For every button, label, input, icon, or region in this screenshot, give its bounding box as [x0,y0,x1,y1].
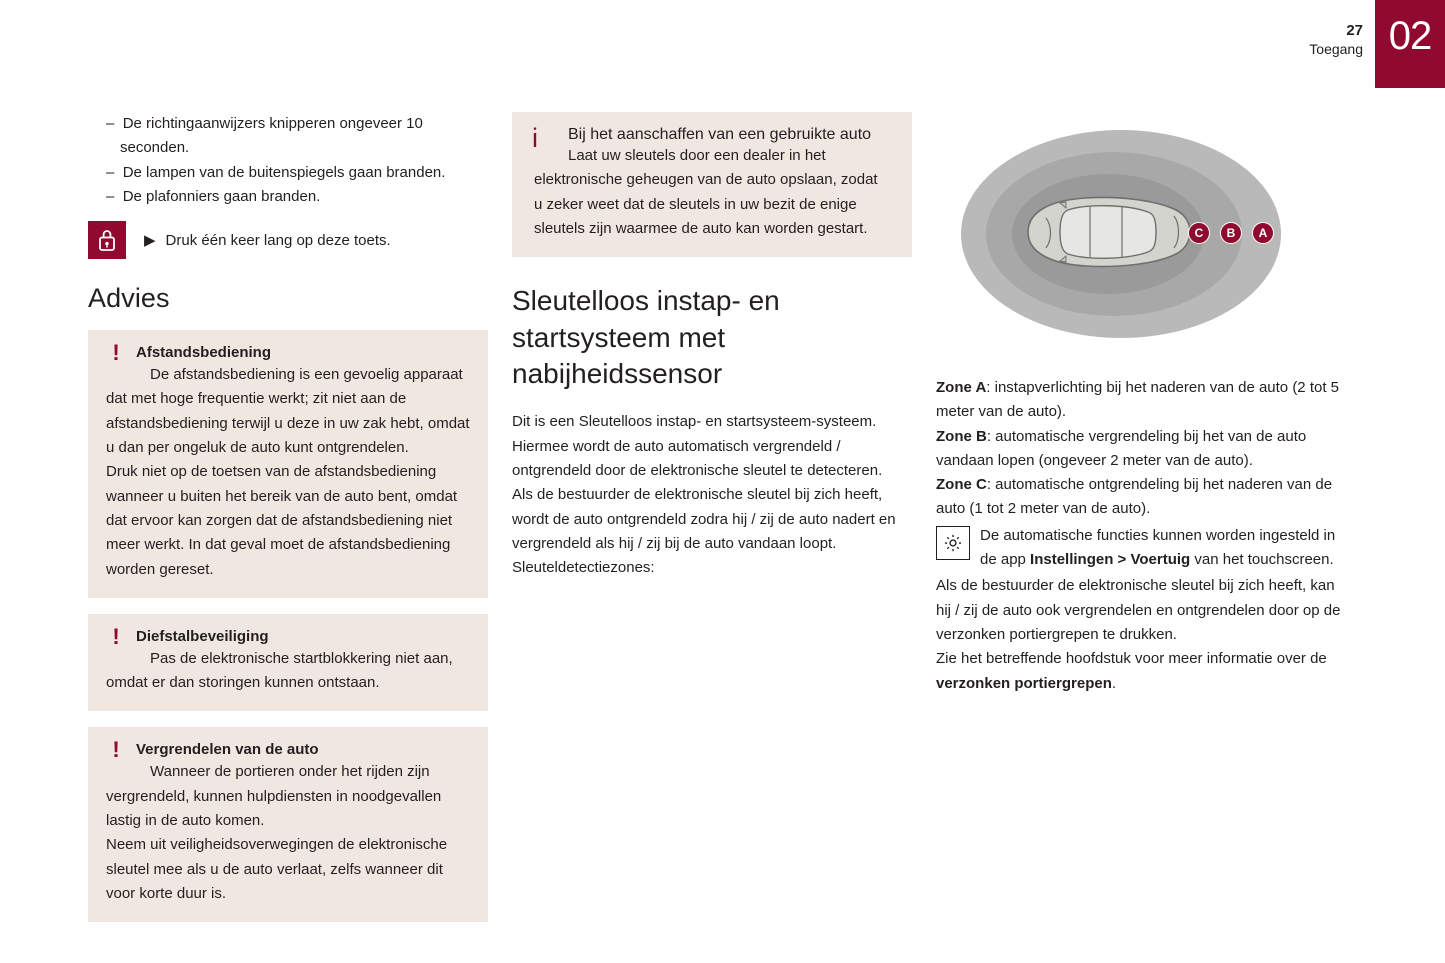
note-paragraph: Pas de elektronische startblokkering niet aan, omdat er dan storingen kunnen ontstaan. [106,649,453,692]
list-item: – De richtingaanwijzers knipperen ongeveer 10 seconden. [106,115,423,157]
dash-list [88,112,488,209]
note-box-gebruikte-auto [512,112,912,257]
list-item: – De lampen van de buitenspiegels gaan branden. [106,163,446,181]
arrow-right-icon: ▶ [144,232,156,250]
note-content [106,344,470,361]
list-item-label: De richtingaanwijzers knipperen ongeveer 10 seconden. [120,115,423,157]
paragraph: Als de bestuurder de elektronische sleutel bij zich heeft, wordt de auto ontgrendeld zodra hij / zij de auto nadert en vergrendeld als hij / zij bij de auto vandaan loopt. [512,486,896,552]
column-right [936,112,1346,696]
zone-label-b: B [1220,222,1242,244]
zone-b-description [936,425,1346,474]
reference-paragraph [936,647,1346,696]
zone-b-text: : automatische vergrendeling bij het van de auto vandaan lopen (ongeveer 2 meter van de auto). [936,427,1307,469]
note-body [106,760,470,906]
list-item: – De plafonniers gaan branden. [106,187,321,205]
note-paragraph: Laat uw sleutels door een dealer in het elektronische geheugen van de auto opslaan, zodat u zeker weet dat de sleutels in uw bezit de enige sleutels zijn waarmee de auto kan worden gestart. [534,147,878,237]
note-content [106,628,470,645]
chapter-tab [1375,0,1445,88]
note-box-diefstalbeveiliging [88,614,488,712]
paragraph: Hiermee wordt de auto automatisch vergrendeld / ontgrendeld door de elektronische sleutel te detecteren. [512,437,883,479]
settings-note [936,524,1346,573]
page-header-meta [1309,22,1363,58]
zone-c-text: : automatische ontgrendeling bij het naderen van de auto (1 tot 2 meter van de auto). [936,476,1333,518]
note-paragraph: Wanneer de portieren onder het rijden zijn vergrendeld, kunnen hulpdiensten in noodgevallen lastig in de auto komen. [106,763,442,830]
note-box-afstandsbediening [88,330,488,598]
zone-a-label: Zone A [936,379,987,396]
car-proximity-zones-diagram [936,112,1346,362]
note-paragraph: Druk niet op de toetsen van de afstandsbediening wanneer u buiten het bereik van de auto bent, omdat dat ervoor kan zorgen dat de afstandsbediening niet meer werkt. In dat geval moet de afstandsbediening worden gereset. [106,463,458,578]
note-paragraph: De afstandsbediening is een gevoelig apparaat dat met hoge frequentie werkt; zit niet aan de afstandsbediening terwijl u deze in uw zak hebt, omdat u dan per ongeluk de auto kunt ontgrendelen. [106,366,470,457]
paragraph: Sleuteldetectiezones: [512,559,655,577]
lock-badge-icon [88,221,126,259]
note-title: Vergrendelen van de auto [136,741,319,759]
note-box-vergrendelen [88,727,488,922]
note-content [106,741,470,758]
zone-label-c: C [1188,222,1210,244]
column-left [88,112,488,938]
keyless-description [512,410,912,580]
settings-note-text [980,524,1346,573]
chapter-number: 02 [1388,14,1432,58]
settings-note-before: De automatische functies kunnen worden ingesteld in de app [980,526,1336,569]
chapter-title: Toegang [1309,40,1363,57]
exclamation-icon: ! [112,340,120,366]
settings-path: Instellingen > Voertuig [1030,551,1191,569]
gear-icon [936,526,970,560]
reference-bold: verzonken portiergrepen [936,674,1112,692]
zone-a-description [936,376,1346,425]
note-title: Diefstalbeveiliging [136,627,269,645]
zones-svg [936,112,1346,362]
zone-a-text: : instapverlichting bij het naderen van de auto (2 tot 5 meter van de auto). [936,379,1340,421]
note-paragraph: Neem uit veiligheidsoverwegingen de elektronische sleutel mee als u de auto verlaat, zelfs wanneer dit voor korte duur is. [106,836,448,902]
handles-paragraph: Als de bestuurder de elektronische sleutel bij zich heeft, kan hij / zij de auto ook vergrendelen en ontgrendelen door op de verzonken portiergrepen te drukken. [936,577,1341,643]
section-title-keyless: Sleutelloos instap- en startsysteem met nabijheidssensor [512,285,780,389]
zone-c-description [936,473,1346,522]
settings-note-after: van het touchscreen. [1190,551,1334,569]
reference-text: Zie het betreffende hoofdstuk voor meer informatie over de [936,650,1327,668]
list-item-label: De plafonniers gaan branden. [122,187,321,205]
list-item-label: De lampen van de buitenspiegels gaan branden. [122,163,446,181]
exclamation-icon: ! [112,737,120,763]
zone-c-label: Zone C [936,476,987,494]
advice-heading: Advies [88,283,170,314]
info-icon: i [532,123,538,153]
reference-end: . [1111,674,1117,692]
action-row [88,221,488,259]
zone-label-a: A [1252,222,1274,244]
zone-b-label: Zone B [936,427,987,445]
note-title: Afstandsbediening [136,344,272,362]
note-body [106,363,470,582]
note-title: Bij het aanschaffen van een gebruikte auto [568,126,872,143]
exclamation-icon: ! [112,623,120,649]
action-label: Druk één keer lang op deze toets. [165,231,391,249]
note-body [106,647,470,696]
column-middle [512,112,912,580]
paragraph: Dit is een Sleutelloos instap- en startsysteem-systeem. [512,413,877,431]
note-body [534,144,890,241]
page-number: 27 [1346,22,1363,39]
